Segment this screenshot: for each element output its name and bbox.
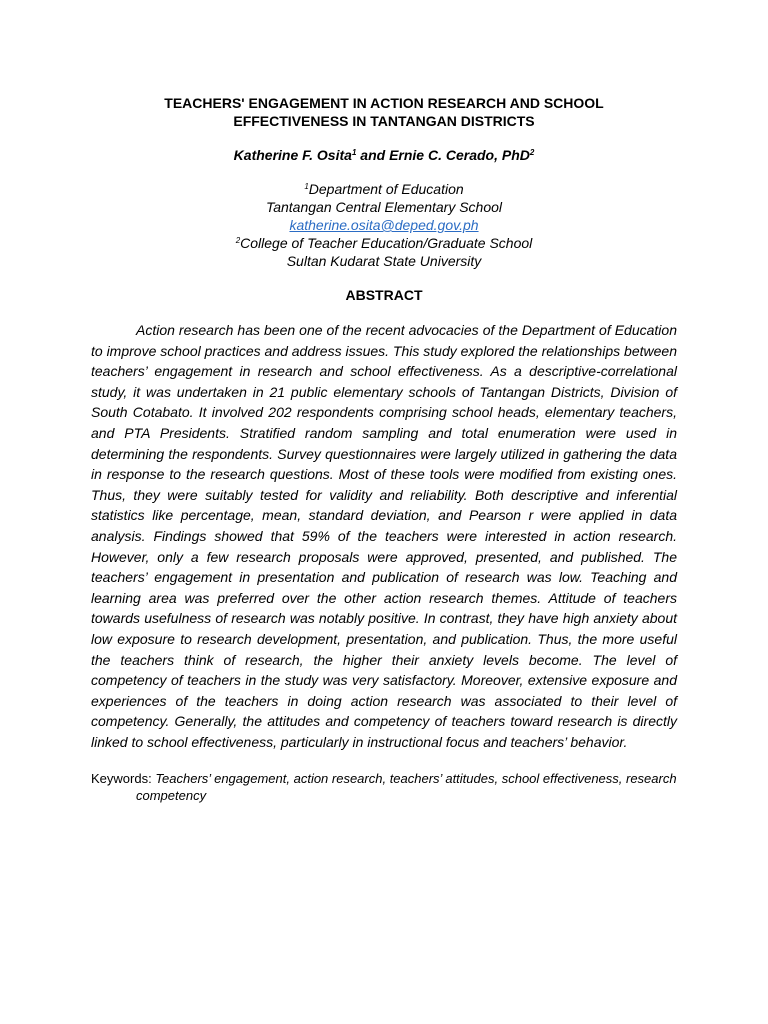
affiliation-1-department bbox=[91, 180, 677, 198]
affiliation-1-superscript: 1 bbox=[304, 182, 309, 192]
author-line bbox=[91, 146, 677, 164]
affiliation-1-dept-name: Department of Education bbox=[308, 181, 464, 197]
keywords-label: Keywords: bbox=[91, 771, 156, 787]
author-2-superscript: 2 bbox=[529, 148, 535, 158]
keywords bbox=[91, 770, 677, 804]
author-2-name: Ernie C. Cerado, PhD bbox=[389, 147, 530, 163]
title-line-1: TEACHERS' ENGAGEMENT IN ACTION RESEARCH AND SCHOOL bbox=[164, 95, 604, 111]
paper-title bbox=[91, 94, 677, 130]
abstract-heading: ABSTRACT bbox=[345, 287, 423, 303]
author-email-link[interactable]: katherine.osita@deped.gov.ph bbox=[289, 217, 479, 233]
author-conjunction: and bbox=[356, 147, 390, 163]
affiliation-1-school: Tantangan Central Elementary School bbox=[265, 199, 503, 215]
affiliation-2-superscript: 2 bbox=[235, 236, 241, 246]
affiliation-2-university: Sultan Kudarat State University bbox=[286, 253, 482, 269]
abstract-body: Action research has been one of the recent advocacies of the Department of Education to improve school practices and address issues. This study explored the relationships between teachers’ engagement in research and school effectiveness. As a descriptive-correlational study, it was undertaken in 21 public elementary schools of Tantangan Districts, Division of South Cotabato. It involved 202 respondents comprising school heads, elementary teachers, and PTA Presidents. Stratified random sampling and total enumeration were used in determining the respondents. Survey questionnaires were largely utilized in gathering the data in response to the research questions. Most of these tools were modified from existing ones. Thus, they were suitably tested for validity and reliability. Both descriptive and inferential statistics like percentage, mean, standard deviation, and Pearson r were applied in data analysis. Findings showed that 59% of the teachers were interested in action research. However, only a few research proposals were approved, presented, and published. The teachers’ engagement in presentation and publication of research was low. Teaching and learning area was preferred over the other action research themes. Attitude of teachers towards usefulness of research was notably positive. In contrast, they have high anxiety about low exposure to research development, presentation, and publication. Thus, the more useful the teachers think of research, the higher their anxiety levels become. The level of competency of teachers in the study was very satisfactory. Moreover, extensive exposure and experiences of the teachers in doing action research was associated to their level of competency. Generally, the attitudes and competency of teachers toward research is directly linked to school effectiveness, particularly in instructional focus and teachers’ behavior. bbox=[91, 322, 677, 750]
affiliations bbox=[91, 180, 677, 270]
author-1-name: Katherine F. Osita bbox=[233, 147, 352, 163]
author-1-superscript: 1 bbox=[351, 148, 357, 158]
keywords-list: Teachers’ engagement, action research, teachers’ attitudes, school effectiveness, research competency bbox=[136, 771, 677, 804]
affiliation-2-college-name: College of Teacher Education/Graduate School bbox=[240, 235, 533, 251]
affiliation-2-college bbox=[91, 234, 677, 252]
title-line-2: EFFECTIVENESS IN TANTANGAN DISTRICTS bbox=[233, 113, 535, 129]
